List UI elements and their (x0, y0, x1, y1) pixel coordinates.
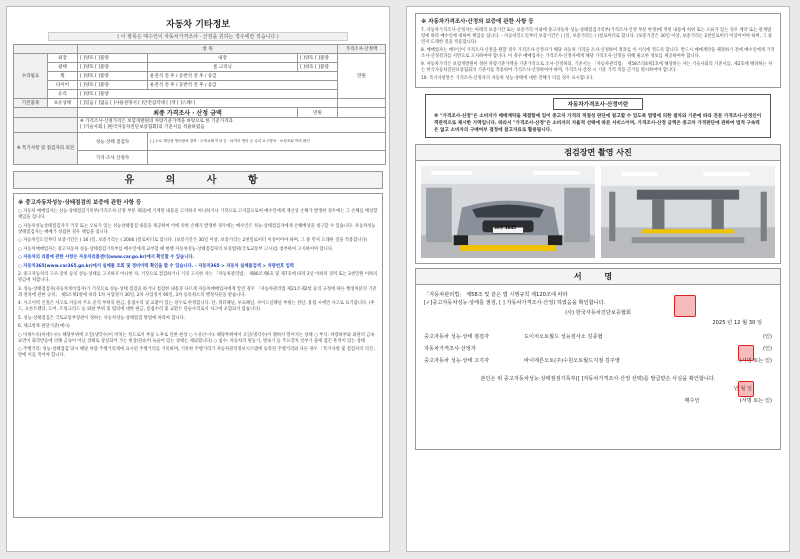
row-opts[interactable]: [ ]양호 [ ]불량 (78, 90, 338, 99)
other-info-table (13, 44, 386, 165)
sign-date: 2025 년 12 월 30 일 (712, 320, 762, 326)
note-paragraph: ○ 자동차성능상태점검자가 거짓 또는 오류가 있는 성능상태점검 내용을 제공하여 이에 의한 손해가 발생한 경우에는 매수인은 성능·상태점검자에게 손해배상을 청구할 수 있습니다. 자동차성능상태점검자는 매매가 성립한 경우 책임을 집니다. (18, 223, 376, 235)
sign-law: 「자동차관리법」 제58조 및 같은 법 시행규칙 제120조에 따라 (424, 292, 568, 298)
basic-item: 보유상태 (48, 99, 78, 108)
note-paragraph: ○ 주행거리: 성능·상태점검 당시 해당 차량 주행거리계에 표시된 주행거리를 기록하며, 기록한 주행거리가 자동차관리정보시스템에 등록된 주행거리와 다른 경우 「특기사항 및 점검자의 의견」란에 이를 적어야 합니다. (18, 347, 378, 358)
guarantee-paragraph: 10. 특기사항란은 가격조사·산정자의 자동차 성능·상태에 대한 견해가 다를 경우 표시합니다. (421, 76, 594, 81)
role-key: 중고자동차 성능·상태 고지자 (424, 358, 490, 364)
final-price-label: 최종 가격조사 · 산정 금액 (78, 108, 298, 118)
buyer-sign[interactable]: (서명 또는 인) (739, 398, 772, 404)
final-price-unit: 만원 (298, 108, 338, 118)
note-paragraph: ○ 자동차 매매업자는 성능·상태점검기록부(가격조사·산정 부분 제외)에 기재된 내용을 고지하지 아니하거나 거짓으로 고지함으로써 매수인에게 재산상 손해가 발생한 경우에는 그 손해를 배상할 책임을 집니다. (18, 209, 378, 220)
row-opts[interactable]: [ ]양호 [ ]불량 (78, 81, 148, 90)
inspection-photo-lift (601, 166, 775, 258)
row-part: 유리 (48, 90, 78, 99)
definition-text: ※ "가격조사·산정"은 소비자가 매매계약을 체결함에 있어 중고차 가격의 적절성 판단에 참고할 수 있도록 법령에 의한 절차와 기준에 따라 전문 가격조사·산정인이 객관적으로 제시한 가액입니다. 따라서 "가격조사·산정"은 소비자의 자율적 선택에 따른 서비스이며, 가격조사·산정 금액은 중고차 가격판단에 관하여 법적 구속력은 없고 소비자의 구매여부 결정에 참고자료로 활용됩니다. (434, 114, 762, 133)
sign-title: 서 명 (415, 268, 781, 285)
license-plate: 30루 1645 (494, 224, 517, 230)
row-part: 타이어 (48, 81, 78, 90)
notes-title: 유 의 사 항 (13, 171, 383, 189)
role-sign[interactable]: (인) (762, 346, 772, 352)
basic-label: 기본품목 (14, 99, 48, 108)
note-paragraph: 2. 중고자동차의 구조·장치 등의 성능·상태를 고지하지 아니한 자, 거짓으로 점검하거나 거짓 고지한 자는 「자동차관리법」 제80조제6호 및 제7호에 따라 2년 이하의 징역 또는 2천만원 이하의 벌금에 처합니다. (18, 272, 378, 283)
row-part2: 내장 (148, 54, 298, 63)
role-row (424, 331, 772, 343)
role-row (424, 343, 772, 355)
special-key: 가격·조사 산정자 (78, 151, 148, 165)
note-paragraph: ○ 자동차인도일부터 보증기간은 ( 30 )일, 보증거리는 ( 2000 )킬로미터로 합니다. (보증기간은 30일 이상, 보증거리는 2천킬로미터 이상이어야 하며, 그 중 먼저 도래한 것을 적용합니다) (18, 238, 368, 243)
price-unit: 만원 (338, 54, 386, 99)
role-value: 도이치오토월드 성능검사소 김종협 (524, 334, 603, 340)
buyer-row (424, 395, 772, 407)
receipt-text: 본인은 위 중고자동차성능·상태점검기록부([ ]자동차가격조사·산정 선택)를 발급받은 사실을 확인합니다. (480, 376, 716, 382)
guarantee-paragraph: 8. 매매업자는 매수인이 가격조사·산정을 원할 경우 가격조사·산정자가 해당 자동차 가격을 조사·산정하여 결과를 이 서식에 적도록 합니다. 반드시 매매계약을 체결하기 전에 매수인에게 가격조사·산정결과를 서면으로 고지하여야 합니다. 이 경우 매매업자는 가격조사·산정자에게 해당 가격조사·산정을 위해 필요한 정보를 제공하여야 합니다. (421, 48, 775, 59)
guarantee-paragraph: 9. 자동차가격은 보험개발원이 정한 차량기준가액을 기준가격으로 조사·산정하되, 기준서는 「자동차관리법」 제58조의4제1호에 해당하는 자는 기술사회의 기준서를, 제2호에 해당하는 자는 한국자동차진단보증협회의 기준서를 적용하여 가격조사·산정하여야 하며, 가격조사·산정 시 기준 가격 적용 근거를 명시하여야 합니다. (421, 62, 773, 73)
note-paragraph: 6. 체크항목 판단기준(예시) (18, 324, 70, 329)
special-value[interactable] (148, 151, 386, 165)
note-paragraph: ○ 미세누유(미세누수): 해당부위에 오일(냉각수)이 비치는 정도로서 부품 노후로 인한 현상 ○ 누유(누수): 해당부위에서 오일(냉각수)이 맺혀서 떨어지는 상태 ○ 부식: 차량하부와 외판의 금속표면이 화학반응에 의해 금속이 아닌 상태로 상실되어 가는 현상(단순히 녹슬어 있는 상태는 제외합니다) ○ 침수: 자동차의 원동기, 변속기 등 주요장치 일부가 물에 잠긴 흔적이 있는 상태 (18, 332, 375, 344)
definition-box (425, 94, 771, 138)
definition-title: 자동차가격조사·산정이란 (553, 98, 643, 110)
role-row (424, 355, 772, 367)
notes-box (13, 193, 383, 518)
price-guarantee-head: ※ 자동차가격조사·산정의 보증에 관한 사항 등 (421, 19, 534, 25)
note-paragraph: 3. 성능·상태점검자(자동차정비업자)가 거짓으로 성능·상태 점검을 하거나 점검한 내용과 다르게 자동차매매업자에게 알린 경우 「자동차관리법 제21조제2항 등의 규정에 따른 행정처분의 기준과 절차에 관한 규칙」 제5조제1항에 따라 1차 사업정지 30일, 2차 사업정지 90일, 3차 등록취소의 행정처분을 받습니다. (18, 286, 377, 298)
row-part: 외장 (48, 54, 78, 63)
final-note-2: [ ]기술사회 [ ]한국자동차진단보증협회]의 기준서를 적용하였음 (80, 125, 205, 130)
notes-head: ※ 중고자동차성능·상태점검의 보증에 관한 사항 등 (18, 200, 142, 206)
receipt-date[interactable]: 년 월 일 (733, 386, 752, 392)
org-name: (사) 한국자동차진단보증협회 (565, 310, 631, 316)
left-subtitle: ( 이 항목은 매수인이 자동차가격조사 · 산정을 원하는 경우에만 적습니다 ) (48, 32, 348, 41)
sign-check[interactable]: [✓]중고자동차성능·상태를 점검, [ ] 자동차가격조사·산정) 하였음을 확인합니다. (424, 300, 606, 306)
special-value[interactable]: [ ] 도로 책임성 방어장치 장착 · 도색교체 이상 등 · 타이어 연마 등 수리 요구항목 · 보험조회 이력 확인 (148, 133, 386, 151)
row-opts[interactable]: [ ]양호 [ ]불량 (78, 54, 148, 63)
note-paragraph: ○ 자동차의 리콜에 관한 사항은 자동차리콜센터(www.car.go.kr)에서 확인할 수 있습니다. (18, 255, 195, 260)
row-part2: 운전석 전 후 / 동반석 전 후 / 등급 (148, 81, 338, 90)
price-guarantee-box (415, 13, 781, 88)
left-page (6, 6, 390, 552)
role-value: 바이에른오토(주)수원오토월드지점 김주영 (524, 358, 620, 364)
role-sign[interactable]: (서명 또는 인) (739, 358, 772, 364)
special-key: 성능·상태 점검자 (78, 133, 148, 151)
row-part: 휠 (48, 72, 78, 81)
repair-label: 수리필요 (14, 54, 48, 99)
row-opts2[interactable]: [ ]양호 [ ]불량 (298, 63, 338, 72)
guarantee-paragraph: 7. 자동차가격조사·산정자는 아래의 보증기간 또는 보증거리 이내에 중고자동차 성능·상태점검기록부(가격조사·산정 부분 한정)에 적힌 내용에 허위 또는 오류가 있는 경우 계약 또는 관계법령에 따라 매수인에 대하여 책임을 집니다. - 자동차인도일부터 보증기간은 ( )일, 보증거리는 ( )킬로미터로 합니다. (보증기간은 30일 이상, 보증거리는 2천킬로미터 이상이어야 하며, 그 중 먼저 도래한 것을 적용합니다) (421, 28, 773, 45)
photo-area (415, 161, 781, 264)
role-key: 중고자동차 성능·상태 점검자 (424, 334, 490, 340)
row-part2: 운전석 전 후 / 동반석 전 후 / 등급 (148, 72, 338, 81)
final-note-1: ※ 가격조사·산정가격은 보험개발원의 차량기준가액을 바탕으로 한 기준가격과 (80, 119, 233, 124)
inspector-seal-stamp (738, 345, 754, 361)
final-note (78, 118, 386, 133)
signature-area (415, 285, 781, 450)
price-header: 가격조사·산정액 (338, 45, 386, 54)
note-paragraph: ○ 자동차매매업자는 중고자동차 성능·상태점검기록부를 매수인에게 교부할 때 현행 자동차성능·상태점검자의 보증범위(국토교통부 고시)를 첨부하여 고지하여야 합니다. (18, 246, 334, 252)
row-opts2[interactable]: [ ]양호 [ ]불량 (298, 54, 338, 63)
note-paragraph: ○ 자동차365(www.car365.go.kr)에서 실매물 조회 및 정비이력 확인을 할 수 있습니다. - 자동차365 > 자동차 실매물검색 > 차량번호 입력 (18, 263, 294, 269)
row-opts[interactable]: [ ]양호 [ ]불량 (78, 72, 148, 81)
note-paragraph: 4. 사고이력 인정은 사고로 자동차 주요 골격 부위의 판금, 용접수리 및 교환이 있는 경우로 한정합니다. 단, 쿼터패널, 루프패널, 사이드실패널 부위는 절단, 용접 시에만 사고로 표기합니다. (후드, 프론트펜더, 도어, 트렁크리드 등 외판 부위 및 범퍼에 대한 판금, 용접수리 및 교환은 단순수리로서 사고에 포함되지 않습니다) (18, 301, 375, 312)
basic-opts[interactable]: [ ]있음 [ ]없음 [ ]사용설명서 [ ]안전삼각대 [ ]잭 [ ]스패너 (78, 99, 338, 108)
org-seal-stamp (674, 295, 696, 317)
role-value (524, 343, 763, 355)
photo-title: 점검장면 촬영 사진 (415, 144, 781, 161)
items-header: 항 목 (78, 45, 338, 54)
role-sign[interactable]: (인) (762, 334, 772, 340)
buyer-label: 매수인 (684, 398, 700, 404)
row-opts[interactable]: [ ]양호 [ ]불량 (78, 63, 148, 72)
row-part: 광택 (48, 63, 78, 72)
inspection-photo-front (421, 166, 595, 258)
row-part2: 룸 크리닝 (148, 63, 298, 72)
role-key: 자동차가격조사·산정자 (424, 346, 476, 352)
notifier-seal-stamp (738, 381, 754, 397)
left-title: 자동차 기타정보 (166, 20, 230, 30)
note-paragraph: 5. 성능·상태점검은 국토교통부장관이 정하는 자동차성능·상태점검 방법에 따라야 합니다. (18, 315, 186, 321)
special-label: ※ 특기사항 및 점검자의 의견 (14, 133, 78, 165)
right-page (406, 6, 790, 552)
